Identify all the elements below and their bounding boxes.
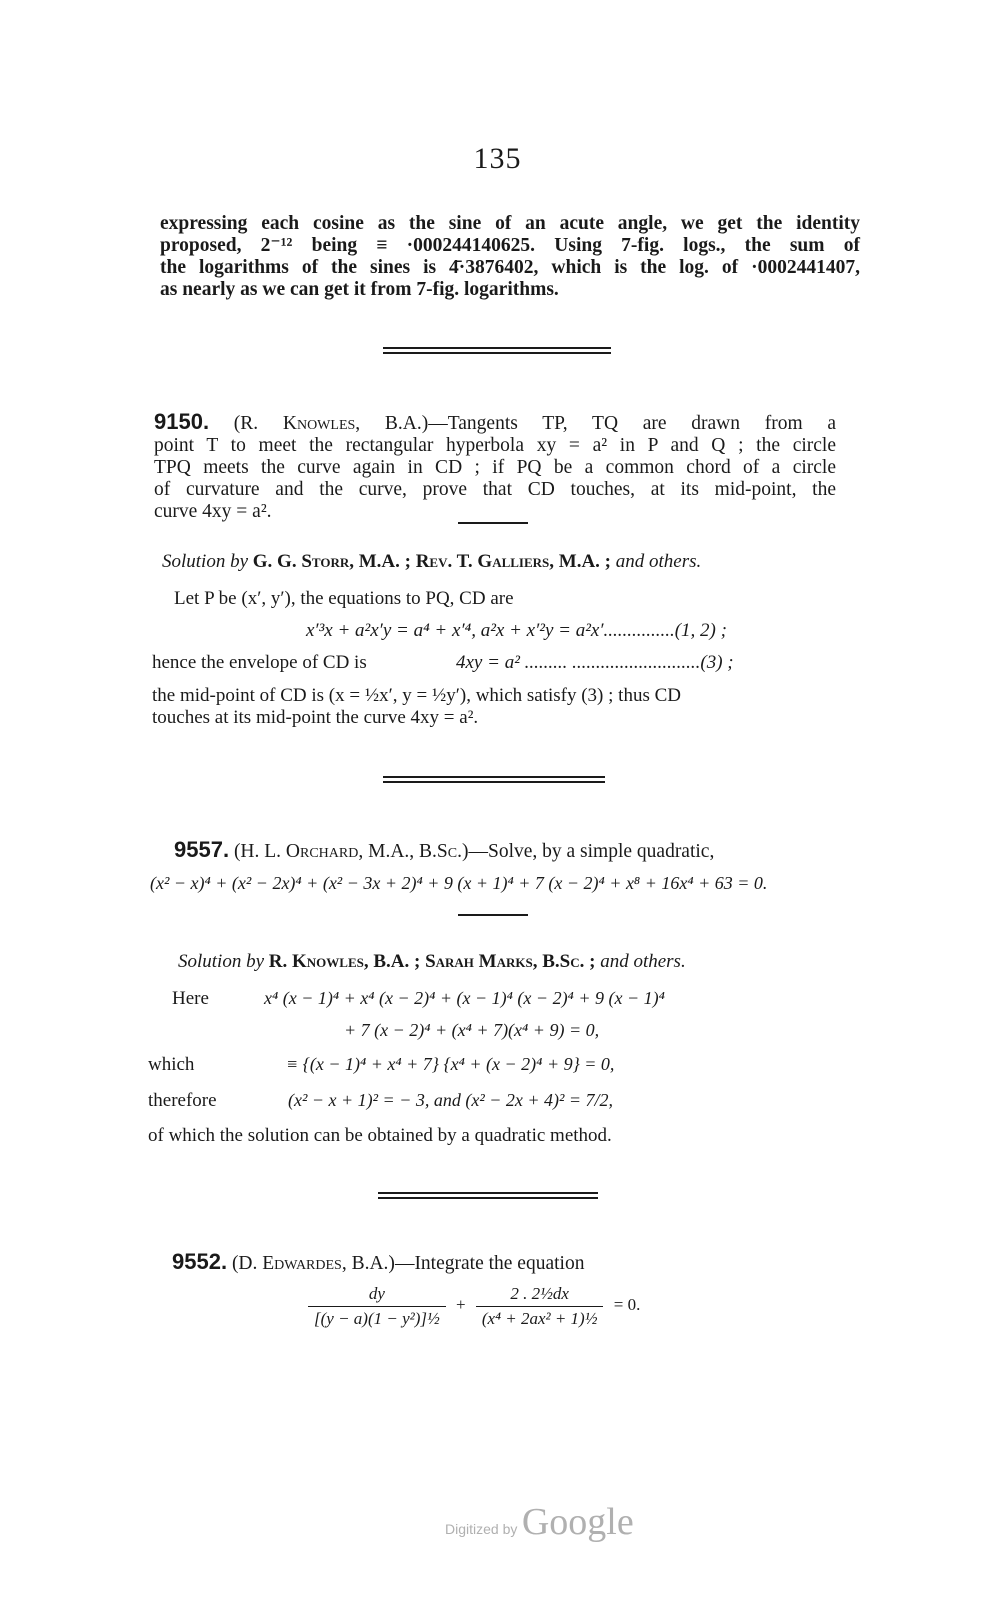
intro-line-2: proposed, 2⁻¹² being ≡ ·000244140625. Using 7-fig. logs., the sum of: [160, 235, 860, 256]
solution-line-3: the mid-point of CD is (x = ½x′, y = ½y′), which satisfy (3) ; thus CD: [152, 685, 681, 706]
solution-heading: [178, 951, 838, 973]
therefore-label: therefore: [148, 1090, 217, 1111]
problem-text-line-3: TPQ meets the curve again in CD ; if PQ be a common chord of a circle: [154, 457, 836, 478]
problem-9557-header: [174, 839, 836, 863]
solution-line-1: Let P be (x′, y′), the equations to PQ, CD are: [174, 588, 514, 609]
short-rule: [458, 914, 528, 916]
problem-number: 9552.: [172, 1249, 228, 1274]
solution-line-2a: hence the envelope of CD is: [152, 652, 367, 673]
intro-line-1: expressing each cosine as the sine of an acute angle, we get the identity: [160, 213, 860, 234]
problem-number: 9557.: [174, 837, 230, 862]
solution-label: Solution by: [162, 551, 249, 572]
section-divider: [383, 347, 611, 354]
intro-paragraph: [160, 213, 860, 301]
problem-text-line-4: of curvature and the curve, prove that CD touches, at its mid-point, the: [154, 479, 836, 500]
solution-heading: [162, 551, 842, 573]
problem-text-line-5: curve 4xy = a².: [154, 501, 272, 522]
intro-line-4: as nearly as we can get it from 7-fig. logarithms.: [160, 279, 559, 300]
fraction-1-denominator: [(y − a)(1 − y²)]½: [314, 1309, 440, 1328]
problem-author: (R. Knowles, B.A.): [233, 413, 429, 434]
fraction-1: [308, 1284, 446, 1329]
plus-sign: +: [456, 1295, 466, 1315]
equation-1-2: x′³x + a²x′y = a⁴ + x′⁴, a²x + x′²y = a²x′...............(1, 2) ;: [306, 620, 727, 641]
problem-statement: —Integrate the equation: [394, 1253, 585, 1274]
solution-line-4: touches at its mid-point the curve 4xy = a².: [152, 707, 479, 728]
fraction-2-numerator: 2 . 2½dx: [476, 1284, 604, 1307]
intro-line-3: the logarithms of the sines is 4̄·3876402, which is the log. of ·0002441407,: [160, 257, 860, 278]
which-equation: ≡ {(x − 1)⁴ + x⁴ + 7} {x⁴ + (x − 2)⁴ + 9} = 0,: [286, 1054, 615, 1074]
fraction-1-numerator: dy: [308, 1284, 446, 1307]
problem-number: 9150.: [154, 409, 210, 434]
therefore-equation: (x² − x + 1)² = − 3, and (x² − 2x + 4)² = 7/2,: [288, 1090, 614, 1110]
digitized-by-text: Digitized by: [445, 1521, 518, 1537]
problem-text-line-2: point T to meet the rectangular hyperbola xy = a² in P and Q ; the circle: [154, 435, 836, 456]
which-label: which: [148, 1054, 195, 1075]
solution-authors: G. G. Storr, M.A. ; Rev. T. Galliers, M.A. ;: [252, 551, 611, 572]
integral-equation: [308, 1284, 640, 1329]
section-divider: [383, 776, 605, 783]
equals-zero: = 0.: [613, 1295, 641, 1315]
solution-label: Solution by: [178, 951, 265, 972]
here-equation-1: x⁴ (x − 1)⁴ + x⁴ (x − 2)⁴ + (x − 1)⁴ (x − 2)⁴ + 9 (x − 1)⁴: [264, 988, 665, 1008]
fraction-2: [476, 1284, 604, 1329]
problem-author: (D. Edwardes, B.A.): [231, 1253, 395, 1274]
fraction-2-denominator: (x⁴ + 2ax² + 1)½: [481, 1309, 598, 1328]
short-rule: [458, 522, 528, 524]
here-label: Here: [172, 988, 209, 1009]
problem-equation: (x² − x)⁴ + (x² − 2x)⁴ + (x² − 3x + 2)⁴ + 9 (x + 1)⁴ + 7 (x − 2)⁴ + x⁸ + 16x⁴ + 63 = 0.: [150, 873, 768, 893]
google-logo: Google: [521, 1501, 634, 1543]
problem-9150: [154, 411, 836, 523]
digitization-watermark: [445, 1500, 634, 1544]
page-number: 135: [473, 142, 522, 175]
solution-others: and others.: [615, 551, 702, 572]
problem-author: (H. L. Orchard, M.A., B.Sc.): [233, 841, 469, 862]
problem-text-line-1: —Tangents TP, TQ are drawn from a: [428, 413, 836, 434]
equation-3: 4xy = a² ......... ...........................(3) ;: [456, 652, 734, 673]
solution-others: and others.: [600, 951, 686, 972]
problem-statement: —Solve, by a simple quadratic,: [468, 841, 715, 862]
here-equation-2: + 7 (x − 2)⁴ + (x⁴ + 7)(x⁴ + 9) = 0,: [344, 1020, 600, 1040]
problem-9552-header: [172, 1251, 772, 1275]
solution-authors: R. Knowles, B.A. ; Sarah Marks, B.Sc. ;: [268, 951, 596, 972]
section-divider: [378, 1192, 598, 1199]
conclusion-line: of which the solution can be obtained by a quadratic method.: [148, 1125, 612, 1146]
